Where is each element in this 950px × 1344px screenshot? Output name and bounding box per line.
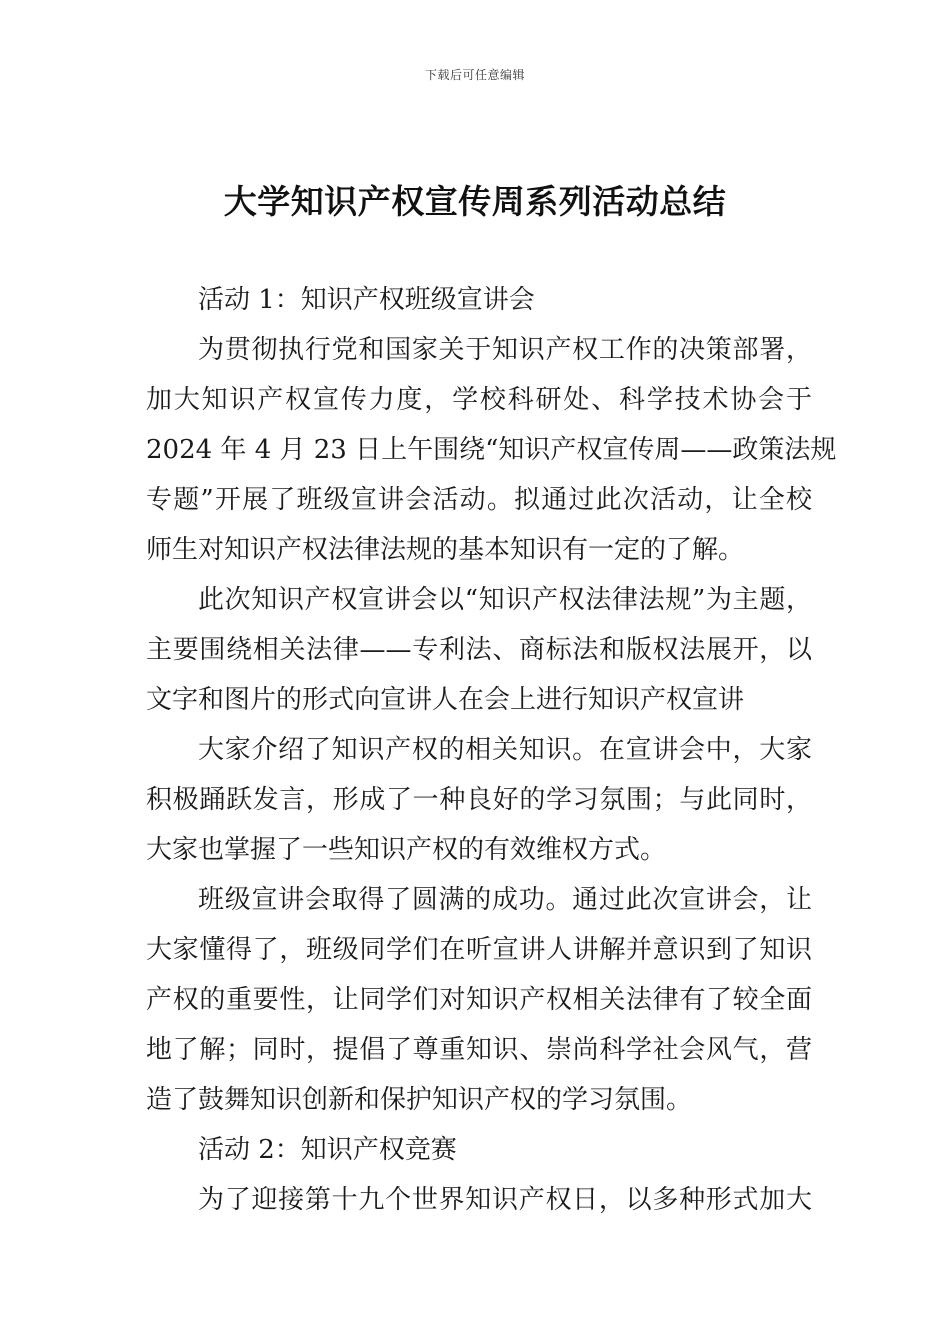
paragraph-line: 此次知识产权宣讲会以“知识产权法律法规”为主题， bbox=[198, 585, 812, 615]
paragraph-line: 大家懂得了，班级同学们在听宣讲人讲解并意识到了知识 bbox=[146, 935, 812, 965]
paragraph-line: 师生对知识产权法律法规的基本知识有一定的了解。 bbox=[146, 535, 745, 565]
paragraph-line: 大家介绍了知识产权的相关知识。在宣讲会中，大家 bbox=[198, 735, 812, 765]
paragraph-line: 加大知识产权宣传力度，学校科研处、科学技术协会于 bbox=[146, 385, 812, 415]
paragraph-line: 大家也掌握了一些知识产权的有效维权方式。 bbox=[146, 835, 667, 865]
paragraph-line: 专题”开展了班级宣讲会活动。拟通过此次活动，让全校 bbox=[146, 485, 812, 515]
paragraph-line: 主要围绕相关法律——专利法、商标法和版权法展开，以 bbox=[146, 635, 812, 665]
paragraph-line: 造了鼓舞知识创新和保护知识产权的学习氛围。 bbox=[146, 1085, 693, 1115]
paragraph-line: 文字和图片的形式向宣讲人在会上进行知识产权宣讲 bbox=[146, 685, 745, 715]
document-body bbox=[146, 279, 837, 1229]
paragraph-line: 班级宣讲会取得了圆满的成功。通过此次宣讲会，让 bbox=[198, 885, 812, 915]
paragraph-line: 为了迎接第十九个世界知识产权日，以多种形式加大 bbox=[198, 1185, 812, 1215]
paragraph-line: 2024 年 4 月 23 日上午围绕“知识产权宣传周——政策法规 bbox=[146, 435, 837, 465]
paragraph-line: 积极踊跃发言，形成了一种良好的学习氛围；与此同时， bbox=[146, 785, 812, 815]
document-title: 大学知识产权宣传周系列活动总结 bbox=[223, 182, 727, 221]
paragraph-line: 为贯彻执行党和国家关于知识产权工作的决策部署， bbox=[198, 335, 812, 365]
section-heading-activity-2: 活动 2：知识产权竞赛 bbox=[198, 1135, 457, 1165]
header-note: 下载后可任意编辑 bbox=[424, 68, 525, 82]
paragraph-line: 产权的重要性，让同学们对知识产权相关法律有了较全面 bbox=[146, 985, 812, 1015]
paragraph-line: 地了解；同时，提倡了尊重知识、崇尚科学社会风气，营 bbox=[146, 1035, 812, 1065]
section-heading-activity-1: 活动 1：知识产权班级宣讲会 bbox=[198, 285, 535, 315]
